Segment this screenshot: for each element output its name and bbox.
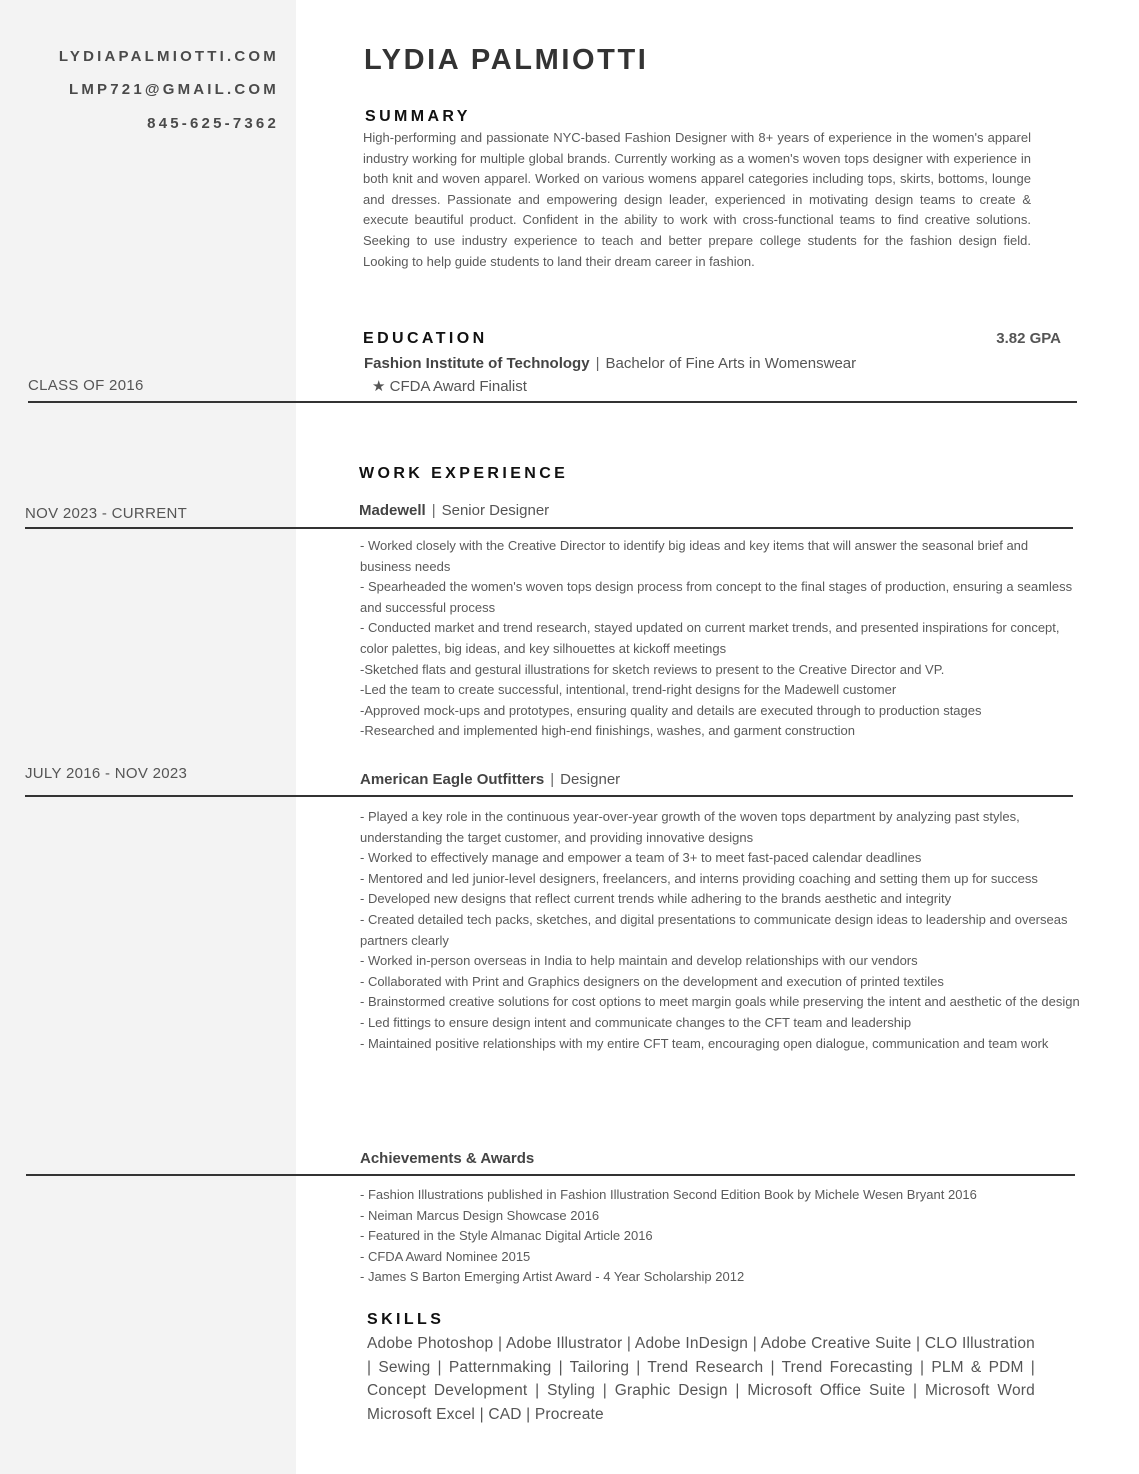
company-name: Madewell [359, 502, 426, 519]
summary-text: High-performing and passionate NYC-based Fashion Designer with 8+ years of experience in the women's apparel industry working for multiple global brands. Currently working as a women's woven tops designer with experience in both knit and woven apparel. Worked on various womens apparel categories including tops, skirts, bottoms, lounge and dresses. Passionate and empowering design leader, experienced in motivating design teams to create & execute beautiful product. Confident in the ability to work with cross-functional teams to find creative solutions. Seeking to use industry experience to teach and better prepare college students for the fashion design field. Looking to help guide students to land their dream career in fashion. [363, 130, 1031, 269]
achievement-item: - Neiman Marcus Design Showcase 2016 [360, 1207, 600, 1223]
job-bullets [360, 536, 1076, 742]
bullet-item: - Created detailed tech packs, sketches, and digital presentations to communicate design ideas to leadership and overseas partners clearly [360, 911, 1068, 948]
job-header [359, 502, 549, 519]
bullet-item: - Mentored and led junior-level designers, freelancers, and interns providing coaching and setting them up for success [360, 870, 1038, 886]
resume-name: LYDIA PALMIOTTI [364, 44, 649, 76]
bullet-item: - Conducted market and trend research, stayed updated on current market trends, and presented inspirations for concept, color palettes, big ideas, and key silhouettes at kickoff meetings [360, 620, 1060, 656]
divider-line [26, 1174, 1075, 1176]
bullet-item: - Worked closely with the Creative Director to identify big ideas and key items that will answer the seasonal brief and business needs [360, 538, 1029, 574]
education-line [364, 355, 856, 372]
bullet-item: -Sketched flats and gestural illustrations for sketch reviews to present to the Creative Director and VP. [360, 661, 945, 677]
separator: | [550, 771, 555, 788]
company-name: American Eagle Outfitters [360, 771, 545, 788]
degree-name: Bachelor of Fine Arts in Womenswear [605, 355, 857, 372]
achievement-item: - Featured in the Style Almanac Digital Article 2016 [360, 1228, 653, 1244]
bullet-item: - Spearheaded the women's woven tops design process from concept to the final stages of production, ensuring a seamless and successful process [360, 579, 1073, 615]
education-award: ★ CFDA Award Finalist [372, 378, 527, 395]
email-link[interactable]: LMP721@GMAIL.COM [68, 81, 279, 98]
job-title: Senior Designer [441, 502, 550, 519]
bullet-item: - Maintained positive relationships with my entire CFT team, encouraging open dialogue, communication and team work [360, 1035, 1049, 1051]
education-date: CLASS OF 2016 [28, 377, 144, 394]
bullet-item: - Collaborated with Print and Graphics designers on the development and execution of printed textiles [360, 973, 944, 989]
bullet-item: - Brainstormed creative solutions for cost options to meet margin goals while preserving the intent and aesthetic of the design [360, 994, 1080, 1010]
bullet-item: - Developed new designs that reflect current trends while adhering to the brands aesthetic and integrity [360, 891, 952, 907]
education-heading: EDUCATION [363, 330, 488, 347]
bullet-item: - Worked to effectively manage and empower a team of 3+ to meet fast-paced calendar deadlines [360, 850, 922, 866]
work-experience-heading: WORK EXPERIENCE [359, 465, 569, 482]
job-bullets [360, 807, 1084, 1054]
phone-number: 845-625-7362 [147, 115, 279, 132]
bullet-item: - Led fittings to ensure design intent and communicate changes to the CFT team and leadership [360, 1014, 912, 1030]
bullet-item: -Approved mock-ups and prototypes, ensuring quality and details are executed through to production stages [360, 702, 982, 718]
divider-line [28, 401, 1077, 403]
job-title: Designer [560, 771, 621, 788]
gpa-value: 3.82 GPA [996, 330, 1061, 347]
bullet-item: - Worked in-person overseas in India to help maintain and develop relationships with our vendors [360, 953, 918, 969]
bullet-item: -Researched and implemented high-end finishings, washes, and garment construction [360, 723, 856, 739]
bullet-item: -Led the team to create successful, intentional, trend-right designs for the Madewell customer [360, 682, 897, 698]
achievements-heading: Achievements & Awards [360, 1150, 535, 1167]
achievements-list [360, 1185, 1076, 1288]
separator: | [595, 355, 600, 372]
achievement-item: - James S Barton Emerging Artist Award - 4 Year Scholarship 2012 [360, 1269, 745, 1285]
achievement-item: - CFDA Award Nominee 2015 [360, 1248, 531, 1264]
summary-heading: SUMMARY [365, 108, 471, 125]
divider-line [25, 795, 1073, 797]
divider-line [25, 527, 1073, 529]
bullet-item: - Played a key role in the continuous year-over-year growth of the woven tops department by analyzing past styles, understanding the target customer, and providing innovative designs [360, 809, 1020, 845]
skills-heading: SKILLS [367, 1311, 445, 1328]
school-name: Fashion Institute of Technology [364, 355, 590, 372]
website-link[interactable]: LYDIAPALMIOTTI.COM [58, 48, 279, 65]
sidebar [0, 0, 296, 1474]
job-date: NOV 2023 - CURRENT [25, 505, 188, 522]
achievement-item: - Fashion Illustrations published in Fashion Illustration Second Edition Book by Michele Wesen Bryant 2016 [360, 1187, 977, 1202]
job-date: JULY 2016 - NOV 2023 [25, 765, 188, 782]
job-header [360, 771, 620, 788]
skills-list: Adobe Photoshop | Adobe Illustrator | Adobe InDesign | Adobe Creative Suite | CLO Illustration | Sewing | Patternmaking | Tailoring | Trend Research | Trend Forecasting | PLM & PDM | Concept Development | Styling | Graphic Design | Microsoft Office Suite | Microsoft Word Microsoft Excel | CAD | Procreate [367, 1335, 1035, 1423]
separator: | [431, 502, 436, 519]
